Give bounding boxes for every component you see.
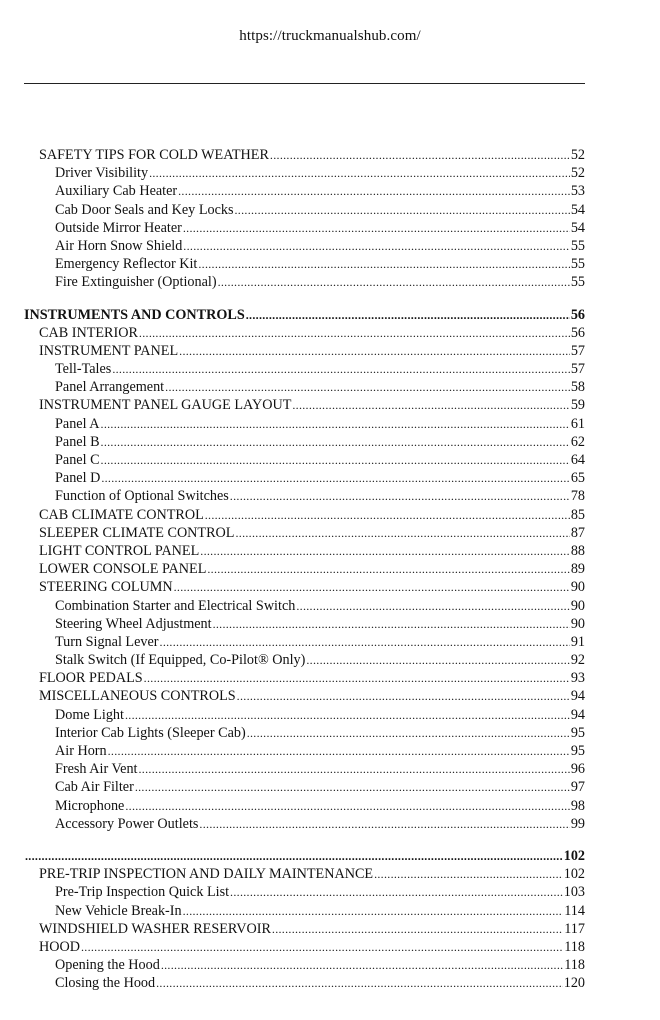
toc-entry-page-number: 56 bbox=[570, 324, 585, 341]
toc-entry-page-number: 114 bbox=[564, 902, 585, 919]
toc-entry[interactable] bbox=[24, 760, 585, 778]
toc-entry[interactable] bbox=[24, 219, 585, 237]
toc-entry[interactable] bbox=[24, 974, 585, 992]
dot-leader bbox=[230, 883, 563, 901]
toc-entry-title: Panel B bbox=[55, 433, 100, 450]
toc-entry[interactable] bbox=[24, 342, 585, 360]
toc-entry-title: Outside Mirror Heater bbox=[55, 219, 182, 236]
toc-entry-page-number: 102 bbox=[563, 866, 585, 883]
dot-leader bbox=[272, 920, 563, 938]
toc-entry-page-number: 95 bbox=[570, 724, 585, 741]
toc-entry-title: Stalk Switch (If Equipped, Co-Pilot® Only) bbox=[55, 652, 306, 669]
toc-group-pretrip bbox=[24, 847, 585, 993]
toc-entry-title: Emergency Reflector Kit bbox=[55, 256, 198, 273]
dot-leader bbox=[270, 146, 570, 164]
toc-entry-title: INSTRUMENT PANEL GAUGE LAYOUT bbox=[39, 397, 292, 414]
toc-entry-page-number: 94 bbox=[570, 706, 585, 723]
toc-entry-title: Steering Wheel Adjustment bbox=[55, 615, 212, 632]
toc-entry[interactable] bbox=[24, 578, 585, 596]
toc-entry[interactable] bbox=[24, 469, 585, 487]
dot-leader bbox=[101, 433, 570, 451]
toc-entry[interactable] bbox=[24, 865, 585, 883]
toc-entry-page-number: 58 bbox=[570, 379, 585, 396]
dot-leader bbox=[213, 615, 570, 633]
toc-entry-title: LOWER CONSOLE PANEL bbox=[39, 561, 207, 578]
toc-entry-page-number: 90 bbox=[570, 579, 585, 596]
toc-entry[interactable] bbox=[24, 920, 585, 938]
dot-leader bbox=[165, 378, 570, 396]
toc-entry-page-number: 56 bbox=[570, 306, 585, 323]
toc-entry[interactable] bbox=[24, 396, 585, 414]
dot-leader bbox=[235, 524, 569, 542]
toc-entry-title: INSTRUMENTS AND CONTROLS bbox=[24, 306, 245, 323]
toc-entry[interactable] bbox=[24, 883, 585, 901]
dot-leader bbox=[230, 487, 570, 505]
toc-entry-title: New Vehicle Break-In bbox=[55, 902, 182, 919]
dot-leader bbox=[199, 815, 569, 833]
dot-leader bbox=[200, 542, 570, 560]
toc-entry-page-number: 93 bbox=[570, 670, 585, 687]
dot-leader bbox=[198, 255, 569, 273]
dot-leader bbox=[174, 578, 570, 596]
dot-leader bbox=[235, 201, 570, 219]
dot-leader bbox=[296, 597, 569, 615]
dot-leader bbox=[183, 902, 564, 920]
toc-entry-title: CAB INTERIOR bbox=[39, 324, 138, 341]
toc-entry-page-number: 120 bbox=[563, 975, 585, 992]
toc-entry-page-number: 95 bbox=[570, 743, 585, 759]
toc-entry-title: Panel C bbox=[55, 452, 100, 468]
toc-entry[interactable] bbox=[24, 815, 585, 833]
toc-entry[interactable] bbox=[24, 724, 585, 742]
toc-entry[interactable] bbox=[24, 433, 585, 451]
toc-entry-page-number: 54 bbox=[570, 201, 585, 218]
toc-entry-page-number: 59 bbox=[570, 397, 585, 414]
toc-entry-title: Panel Arrangement bbox=[55, 379, 165, 396]
toc-entry[interactable] bbox=[24, 237, 585, 255]
toc-entry-title: Air Horn bbox=[55, 743, 107, 759]
toc-entry-page-number: 98 bbox=[570, 797, 585, 814]
toc-entry-page-number: 91 bbox=[570, 633, 585, 650]
toc-entry-page-number: 102 bbox=[563, 847, 585, 864]
dot-leader bbox=[205, 506, 570, 524]
dot-leader bbox=[144, 669, 570, 687]
toc-entry-page-number: 117 bbox=[564, 920, 585, 937]
toc-entry-title: Auxiliary Cab Heater bbox=[55, 183, 178, 200]
toc-entry-title: Accessory Power Outlets bbox=[55, 815, 199, 832]
toc-entry[interactable] bbox=[24, 524, 585, 542]
toc-entry[interactable] bbox=[24, 378, 585, 396]
dot-leader bbox=[183, 237, 570, 255]
toc-entry-page-number: 88 bbox=[570, 542, 585, 559]
toc-entry-page-number: 103 bbox=[563, 884, 585, 901]
dot-leader bbox=[306, 651, 569, 669]
toc-entry-title: Pre-Trip Inspection Quick List bbox=[55, 884, 230, 901]
toc-entry[interactable] bbox=[24, 706, 585, 724]
toc-entry-title: WINDSHIELD WASHER RESERVOIR bbox=[39, 920, 271, 937]
toc-entry[interactable] bbox=[24, 847, 585, 865]
toc-entry-page-number: 54 bbox=[570, 219, 585, 236]
dot-leader bbox=[101, 451, 570, 469]
toc-entry[interactable] bbox=[24, 255, 585, 273]
dot-leader bbox=[218, 273, 570, 291]
toc-entry[interactable] bbox=[24, 146, 585, 164]
dot-leader bbox=[374, 865, 563, 883]
toc-entry-title: FLOOR PEDALS bbox=[39, 670, 143, 687]
dot-leader bbox=[101, 469, 569, 487]
toc-entry[interactable] bbox=[24, 324, 585, 342]
toc-entry-page-number: 92 bbox=[570, 652, 585, 669]
dot-leader bbox=[246, 306, 570, 324]
dot-leader bbox=[237, 687, 570, 705]
dot-leader bbox=[161, 956, 563, 974]
toc-entry[interactable] bbox=[24, 742, 585, 760]
toc-entry-page-number: 52 bbox=[570, 165, 585, 182]
dot-leader bbox=[179, 342, 570, 360]
toc-entry[interactable] bbox=[24, 273, 585, 291]
toc-entry[interactable] bbox=[24, 182, 585, 200]
dot-leader bbox=[112, 360, 570, 378]
toc-entry-page-number: 65 bbox=[570, 470, 585, 487]
toc-entry-title: Air Horn Snow Shield bbox=[55, 237, 183, 254]
toc-entry-page-number: 57 bbox=[570, 342, 585, 359]
toc-entry-page-number: 94 bbox=[570, 688, 585, 705]
toc-spacer bbox=[24, 833, 585, 847]
toc-entry-title: Dome Light bbox=[55, 706, 124, 723]
toc-entry-title: Interior Cab Lights (Sleeper Cab) bbox=[55, 724, 246, 741]
toc-entry[interactable] bbox=[24, 164, 585, 182]
dot-leader bbox=[125, 706, 570, 724]
toc-entry-title: CAB CLIMATE CONTROL bbox=[39, 506, 204, 523]
toc-entry[interactable] bbox=[24, 451, 585, 469]
toc-entry-page-number: 57 bbox=[570, 361, 585, 378]
toc-entry-page-number: 61 bbox=[570, 415, 585, 432]
dot-leader bbox=[156, 974, 563, 992]
toc-entry[interactable] bbox=[24, 902, 585, 920]
dot-leader bbox=[178, 182, 570, 200]
toc-entry[interactable] bbox=[24, 687, 585, 705]
toc-entry-title: LIGHT CONTROL PANEL bbox=[39, 542, 200, 559]
toc-entry-title: SLEEPER CLIMATE CONTROL bbox=[39, 524, 235, 541]
dot-leader bbox=[247, 724, 570, 742]
dot-leader bbox=[149, 164, 570, 182]
toc-entry[interactable] bbox=[24, 201, 585, 219]
toc-entry-title: Cab Air Filter bbox=[55, 779, 134, 796]
toc-entry[interactable] bbox=[24, 597, 585, 615]
toc-entry-title: HOOD bbox=[39, 938, 80, 955]
toc-entry[interactable] bbox=[24, 487, 585, 505]
toc-entry[interactable] bbox=[24, 360, 585, 378]
dot-leader bbox=[101, 415, 570, 433]
dot-leader bbox=[139, 760, 570, 778]
toc-entry-page-number: 118 bbox=[564, 957, 585, 974]
toc-entry-title: Function of Optional Switches bbox=[55, 488, 229, 505]
toc-spacer bbox=[24, 292, 585, 306]
toc-entry-page-number: 53 bbox=[570, 183, 585, 200]
toc-entry[interactable] bbox=[24, 669, 585, 687]
toc-entry[interactable] bbox=[24, 506, 585, 524]
toc-entry-page-number: 118 bbox=[564, 938, 585, 955]
dot-leader bbox=[160, 633, 570, 651]
toc-entry[interactable] bbox=[24, 956, 585, 974]
toc-entry-page-number: 96 bbox=[570, 761, 585, 778]
header-divider bbox=[24, 83, 585, 84]
toc-entry-page-number: 55 bbox=[570, 237, 585, 254]
toc-entry-title: STEERING COLUMN bbox=[39, 579, 173, 596]
toc-entry-page-number: 87 bbox=[570, 524, 585, 541]
toc-entry-page-number: 89 bbox=[570, 561, 585, 578]
dot-leader bbox=[183, 219, 570, 237]
toc-entry[interactable] bbox=[24, 306, 585, 324]
toc-entry-title: Panel D bbox=[55, 470, 101, 487]
header-url: https://truckmanualshub.com/ bbox=[239, 28, 421, 44]
dot-leader bbox=[135, 778, 570, 796]
dot-leader bbox=[292, 396, 569, 414]
toc-entry-title: Turn Signal Lever bbox=[55, 633, 159, 650]
toc-entry[interactable] bbox=[24, 633, 585, 651]
toc-entry-page-number: 97 bbox=[570, 779, 585, 796]
toc-entry-title: Fire Extinguisher (Optional) bbox=[55, 274, 217, 291]
toc-entry-page-number: 55 bbox=[570, 256, 585, 273]
dot-leader bbox=[125, 797, 569, 815]
toc-entry[interactable] bbox=[24, 651, 585, 669]
toc-entry-title: Driver Visibility bbox=[55, 165, 149, 182]
toc-entry-title: Opening the Hood bbox=[55, 957, 160, 974]
toc-entry[interactable] bbox=[24, 415, 585, 433]
toc-entry[interactable] bbox=[24, 938, 585, 956]
toc-entry[interactable] bbox=[24, 560, 585, 578]
dot-leader bbox=[81, 938, 563, 956]
toc-entry-page-number: 64 bbox=[570, 452, 585, 468]
toc-entry-title: Combination Starter and Electrical Switch bbox=[55, 597, 296, 614]
toc-entry-page-number: 90 bbox=[570, 597, 585, 614]
toc-entry-title: Cab Door Seals and Key Locks bbox=[55, 201, 234, 218]
toc-entry-title: PRE-TRIP INSPECTION AND DAILY MAINTENANCE bbox=[39, 866, 374, 883]
toc-entry-page-number: 62 bbox=[570, 433, 585, 450]
dot-leader bbox=[25, 847, 563, 865]
toc-group-instruments bbox=[24, 306, 585, 833]
toc-entry-page-number: 99 bbox=[570, 815, 585, 832]
toc-entry-title: Fresh Air Vent bbox=[55, 761, 138, 778]
table-of-contents bbox=[24, 146, 585, 992]
toc-entry[interactable] bbox=[24, 542, 585, 560]
toc-entry-title: Microphone bbox=[55, 797, 125, 814]
toc-group-cold-weather bbox=[24, 146, 585, 292]
toc-entry[interactable] bbox=[24, 797, 585, 815]
toc-entry-title: Closing the Hood bbox=[55, 975, 156, 992]
toc-entry-page-number: 55 bbox=[570, 274, 585, 291]
dot-leader bbox=[108, 742, 570, 760]
toc-entry-page-number: 52 bbox=[570, 147, 585, 163]
toc-entry-title: SAFETY TIPS FOR COLD WEATHER bbox=[39, 147, 269, 163]
toc-entry-page-number: 90 bbox=[570, 615, 585, 632]
dot-leader bbox=[207, 560, 569, 578]
toc-entry-page-number: 85 bbox=[570, 506, 585, 523]
toc-entry-page-number: 78 bbox=[570, 488, 585, 505]
dot-leader bbox=[139, 324, 570, 342]
toc-entry-title: Panel A bbox=[55, 415, 100, 432]
toc-entry-title: MISCELLANEOUS CONTROLS bbox=[39, 688, 236, 705]
toc-entry[interactable] bbox=[24, 615, 585, 633]
toc-entry-title: INSTRUMENT PANEL bbox=[39, 342, 179, 359]
toc-entry[interactable] bbox=[24, 778, 585, 796]
toc-entry-title: Tell-Tales bbox=[55, 361, 112, 378]
